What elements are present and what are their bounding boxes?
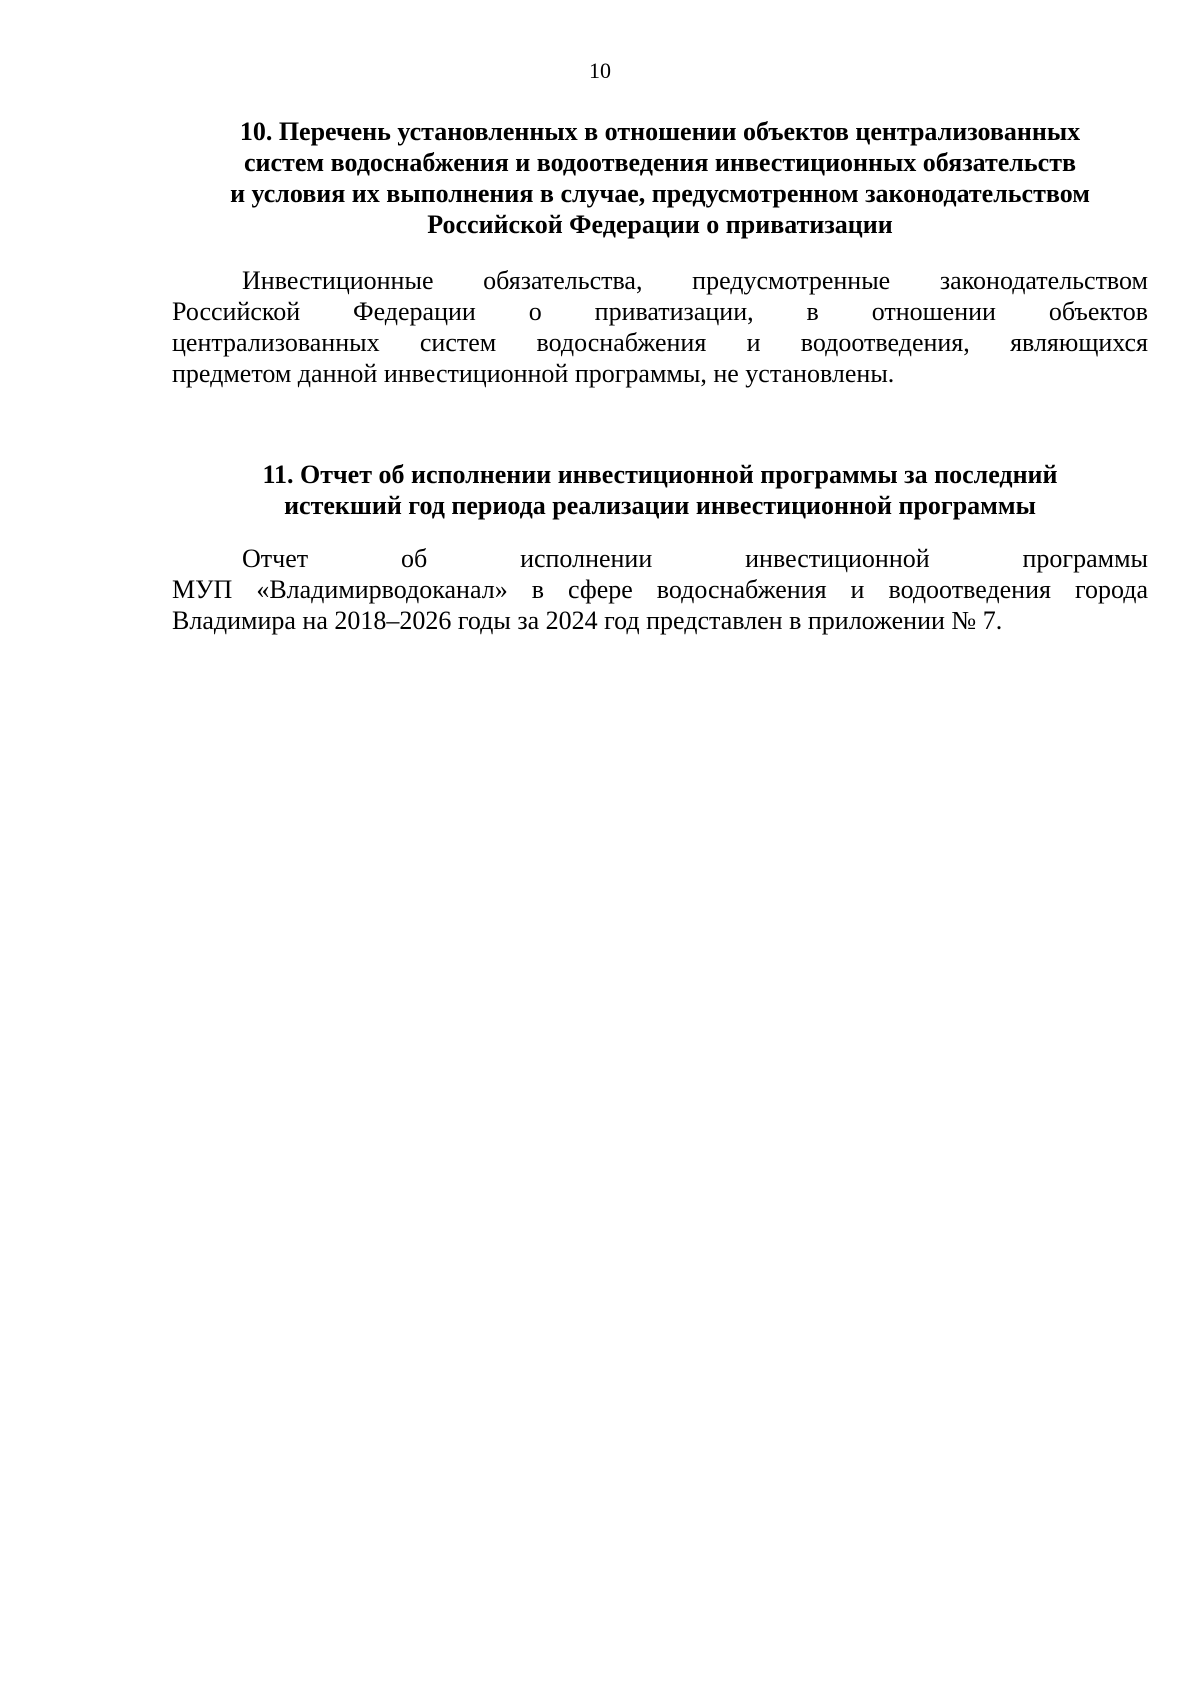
section-10-heading — [172, 116, 1148, 240]
page-number: 10 — [589, 58, 611, 83]
section-11-paragraph-line: МУП «Владимирводоканал» в сфере водоснабжения и водоотведения города — [172, 575, 1148, 604]
section-11-paragraph-line: Владимира на 2018–2026 годы за 2024 год представлен в приложении № 7. — [172, 606, 1003, 635]
section-10-paragraph-line: предметом данной инвестиционной программы, не установлены. — [172, 359, 895, 388]
section-11-heading — [172, 459, 1148, 521]
section-10-paragraph-line: централизованных систем водоснабжения и водоотведения, являющихся — [172, 328, 1148, 357]
section-11-paragraph — [172, 543, 1148, 636]
section-10-heading-line: 10. Перечень установленных в отношении объектов централизованных — [239, 117, 1081, 146]
section-10-heading-line: и условия их выполнения в случае, предусмотренном законодательством — [230, 179, 1090, 208]
section-10-paragraph-line: Инвестиционные обязательства, предусмотренные законодательством — [242, 266, 1148, 295]
document-content — [172, 116, 1148, 636]
section-11-paragraph-line: Отчет об исполнении инвестиционной программы — [242, 544, 1148, 573]
section-11-heading-line: 11. Отчет об исполнении инвестиционной программы за последний — [262, 460, 1058, 489]
section-10-paragraph-line: Российской Федерации о приватизации, в отношении объектов — [172, 297, 1148, 326]
section-10-heading-line: систем водоснабжения и водоотведения инвестиционных обязательств — [244, 148, 1076, 177]
section-10-heading-line: Российской Федерации о приватизации — [427, 210, 893, 239]
section-11-heading-line: истекший год периода реализации инвестиционной программы — [284, 491, 1036, 520]
section-10-paragraph — [172, 265, 1148, 389]
